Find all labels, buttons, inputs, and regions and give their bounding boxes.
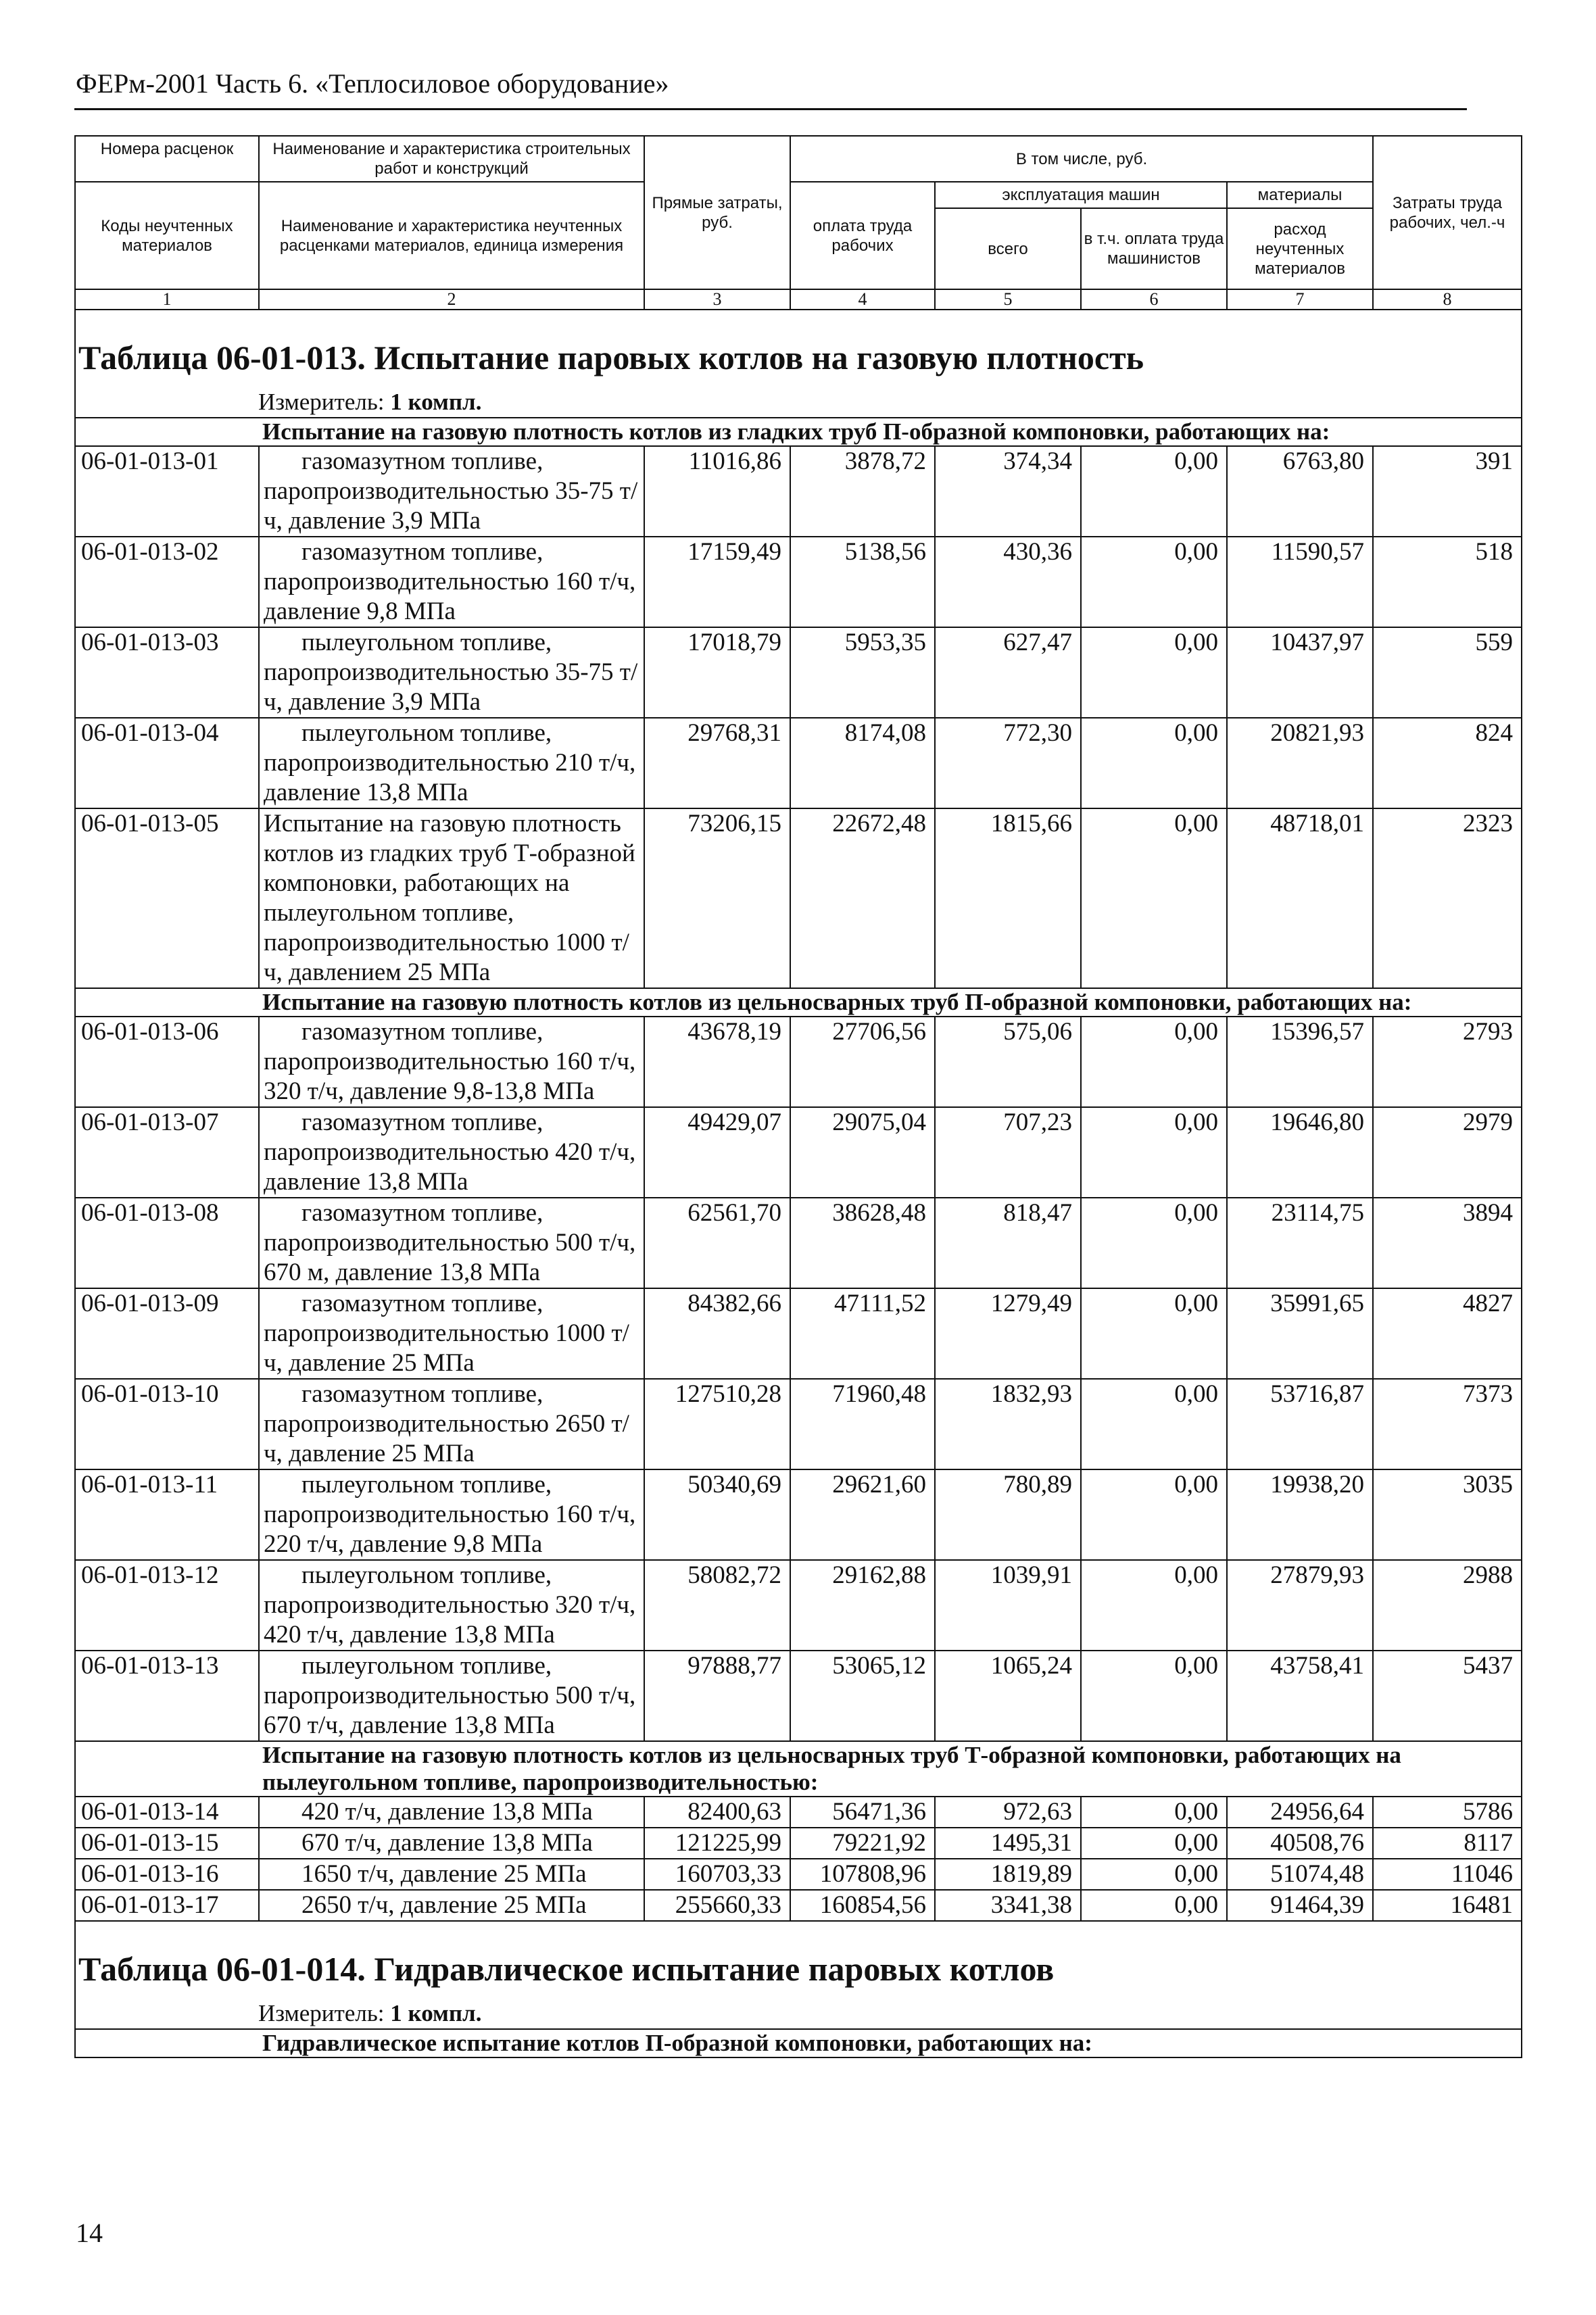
table-row <box>75 808 1522 988</box>
worker-pay-cell: 38628,48 <box>790 1198 935 1288</box>
worker-pay-cell: 5138,56 <box>790 537 935 627</box>
work-description <box>259 446 644 537</box>
machinist-pay-cell: 0,00 <box>1081 446 1227 537</box>
machines-total-cell: 818,47 <box>935 1198 1081 1288</box>
materials-cell: 91464,39 <box>1227 1890 1373 1921</box>
machinist-pay-cell: 0,00 <box>1081 1560 1227 1651</box>
unit-value: 1 компл. <box>390 2000 482 2026</box>
machines-total-cell: 1832,93 <box>935 1379 1081 1469</box>
machinist-pay-cell: 0,00 <box>1081 718 1227 808</box>
work-description <box>259 1828 644 1859</box>
work-description-text: пылеугольном топливе, паропроизводительностью 35-75 т/ч, давление 3,9 МПа <box>264 629 638 716</box>
machinist-pay-cell: 0,00 <box>1081 1107 1227 1198</box>
table-row <box>75 1107 1522 1198</box>
work-description-text: газомазутном топливе, паропроизводительностью 1000 т/ч, давление 25 МПа <box>264 1290 629 1377</box>
work-description-text: газомазутном топливе, паропроизводительностью 420 т/ч, давление 13,8 МПа <box>264 1108 636 1196</box>
machinist-pay-cell: 0,00 <box>1081 1797 1227 1828</box>
machines-total-cell: 772,30 <box>935 718 1081 808</box>
table-row <box>75 1469 1522 1560</box>
materials-cell: 51074,48 <box>1227 1859 1373 1890</box>
materials-cell: 19938,20 <box>1227 1469 1373 1560</box>
labor-hours-cell: 391 <box>1373 446 1522 537</box>
machinist-pay-cell: 0,00 <box>1081 1469 1227 1560</box>
table-row <box>75 1379 1522 1469</box>
running-head: ФЕРм-2001 Часть 6. «Теплосиловое оборудование» <box>76 68 669 99</box>
labor-hours-cell: 8117 <box>1373 1828 1522 1859</box>
rate-code: 06-01-013-03 <box>75 627 259 718</box>
rate-code: 06-01-013-15 <box>75 1828 259 1859</box>
worker-pay-cell: 107808,96 <box>790 1859 935 1890</box>
labor-hours-cell: 11046 <box>1373 1859 1522 1890</box>
table-row <box>75 1017 1522 1107</box>
worker-pay-cell: 5953,35 <box>790 627 935 718</box>
labor-hours-cell: 3894 <box>1373 1198 1522 1288</box>
rate-code: 06-01-013-01 <box>75 446 259 537</box>
direct-cost-cell: 160703,33 <box>644 1859 790 1890</box>
materials-cell: 43758,41 <box>1227 1651 1373 1741</box>
worker-pay-cell: 79221,92 <box>790 1828 935 1859</box>
section-title: Испытание на газовую плотность котлов из цельносварных труб П-образной компоновки, работающих на: <box>75 988 1522 1017</box>
header-direct-costs: Прямые затраты, руб. <box>644 136 790 289</box>
header-labor-hours: Затраты труда рабочих, чел.-ч <box>1373 136 1522 289</box>
materials-cell: 10437,97 <box>1227 627 1373 718</box>
rate-code: 06-01-013-11 <box>75 1469 259 1560</box>
unit-label-text: Измеритель: <box>258 389 391 415</box>
col-number: 8 <box>1373 289 1522 310</box>
direct-cost-cell: 82400,63 <box>644 1797 790 1828</box>
worker-pay-cell: 29621,60 <box>790 1469 935 1560</box>
machines-total-cell: 627,47 <box>935 627 1081 718</box>
rates-table <box>74 135 1522 2058</box>
machines-total-cell: 374,34 <box>935 446 1081 537</box>
unit-label-text: Измеритель: <box>258 2000 391 2026</box>
machines-total-cell: 1039,91 <box>935 1560 1081 1651</box>
rate-code: 06-01-013-13 <box>75 1651 259 1741</box>
table-row <box>75 446 1522 537</box>
table-row <box>75 1828 1522 1859</box>
work-description-text: 670 т/ч, давление 13,8 МПа <box>301 1829 593 1857</box>
work-description-text: 1650 т/ч, давление 25 МПа <box>301 1860 587 1888</box>
col-number: 5 <box>935 289 1081 310</box>
section-title: Испытание на газовую плотность котлов из гладких труб П-образной компоновки, работающих на: <box>75 418 1522 446</box>
materials-cell: 20821,93 <box>1227 718 1373 808</box>
table-title: Таблица 06-01-014. Гидравлическое испытание паровых котлов <box>75 1942 1522 1999</box>
col-number: 4 <box>790 289 935 310</box>
machines-total-cell: 1279,49 <box>935 1288 1081 1379</box>
spacer-row <box>75 1921 1522 1942</box>
table-row <box>75 1560 1522 1651</box>
work-description-text: 420 т/ч, давление 13,8 МПа <box>301 1798 593 1826</box>
col-number: 1 <box>75 289 259 310</box>
rate-code: 06-01-013-02 <box>75 537 259 627</box>
table-row <box>75 627 1522 718</box>
work-description-text: газомазутном топливе, паропроизводительностью 2650 т/ч, давление 25 МПа <box>264 1380 629 1467</box>
unit-row <box>75 1999 1522 2029</box>
materials-cell: 48718,01 <box>1227 808 1373 988</box>
unit-row <box>75 387 1522 418</box>
work-description <box>259 1017 644 1107</box>
direct-cost-cell: 29768,31 <box>644 718 790 808</box>
worker-pay-cell: 27706,56 <box>790 1017 935 1107</box>
direct-cost-cell: 73206,15 <box>644 808 790 988</box>
unit-label <box>75 387 1522 418</box>
header-machinist-pay: в т.ч. оплата труда машинистов <box>1081 208 1227 289</box>
machinist-pay-cell: 0,00 <box>1081 808 1227 988</box>
unit-value: 1 компл. <box>390 389 482 415</box>
work-description <box>259 1198 644 1288</box>
work-description <box>259 1379 644 1469</box>
machines-total-cell: 707,23 <box>935 1107 1081 1198</box>
machinist-pay-cell: 0,00 <box>1081 537 1227 627</box>
direct-cost-cell: 50340,69 <box>644 1469 790 1560</box>
labor-hours-cell: 7373 <box>1373 1379 1522 1469</box>
work-description <box>259 1107 644 1198</box>
section-row <box>75 988 1522 1017</box>
machines-total-cell: 1819,89 <box>935 1859 1081 1890</box>
work-description-text: пылеугольном топливе, паропроизводительностью 320 т/ч, 420 т/ч, давление 13,8 МПа <box>264 1561 636 1649</box>
work-description <box>259 627 644 718</box>
direct-cost-cell: 17018,79 <box>644 627 790 718</box>
col-number: 2 <box>259 289 644 310</box>
table-title-row <box>75 1942 1522 1999</box>
work-description <box>259 1469 644 1560</box>
materials-cell: 35991,65 <box>1227 1288 1373 1379</box>
work-description <box>259 1890 644 1921</box>
direct-cost-cell: 43678,19 <box>644 1017 790 1107</box>
spacer-cell <box>75 1921 1522 1942</box>
header-group-including: В том числе, руб. <box>790 136 1373 182</box>
labor-hours-cell: 5786 <box>1373 1797 1522 1828</box>
table-row <box>75 1198 1522 1288</box>
worker-pay-cell: 29162,88 <box>790 1560 935 1651</box>
table-row <box>75 718 1522 808</box>
labor-hours-cell: 559 <box>1373 627 1522 718</box>
section-row <box>75 1741 1522 1797</box>
labor-hours-cell: 518 <box>1373 537 1522 627</box>
machines-total-cell: 1495,31 <box>935 1828 1081 1859</box>
materials-cell: 53716,87 <box>1227 1379 1373 1469</box>
materials-cell: 23114,75 <box>1227 1198 1373 1288</box>
work-description-text: газомазутном топливе, паропроизводительностью 500 т/ч, 670 м, давление 13,8 МПа <box>264 1199 636 1286</box>
table-title: Таблица 06-01-013. Испытание паровых котлов на газовую плотность <box>75 310 1522 387</box>
work-description <box>259 1288 644 1379</box>
rate-code: 06-01-013-07 <box>75 1107 259 1198</box>
rate-code: 06-01-013-08 <box>75 1198 259 1288</box>
rate-code: 06-01-013-16 <box>75 1859 259 1890</box>
work-description <box>259 718 644 808</box>
rate-code: 06-01-013-17 <box>75 1890 259 1921</box>
labor-hours-cell: 2988 <box>1373 1560 1522 1651</box>
machinist-pay-cell: 0,00 <box>1081 1651 1227 1741</box>
header-group-materials: материалы <box>1227 182 1373 208</box>
machines-total-cell: 575,06 <box>935 1017 1081 1107</box>
machines-total-cell: 3341,38 <box>935 1890 1081 1921</box>
machinist-pay-cell: 0,00 <box>1081 1198 1227 1288</box>
table-row <box>75 1797 1522 1828</box>
machinist-pay-cell: 0,00 <box>1081 1379 1227 1469</box>
col-number: 7 <box>1227 289 1373 310</box>
rate-code: 06-01-013-06 <box>75 1017 259 1107</box>
machinist-pay-cell: 0,00 <box>1081 1828 1227 1859</box>
machinist-pay-cell: 0,00 <box>1081 1859 1227 1890</box>
header-worker-pay: оплата труда рабочих <box>790 182 935 289</box>
machines-total-cell: 1815,66 <box>935 808 1081 988</box>
work-description <box>259 1651 644 1741</box>
table-row <box>75 1288 1522 1379</box>
labor-hours-cell: 16481 <box>1373 1890 1522 1921</box>
header-machines-total: всего <box>935 208 1081 289</box>
table-row <box>75 1651 1522 1741</box>
header-row-2 <box>75 182 1522 208</box>
work-description <box>259 537 644 627</box>
section-title: Гидравлическое испытание котлов П-образной компоновки, работающих на: <box>75 2029 1522 2057</box>
machinist-pay-cell: 0,00 <box>1081 627 1227 718</box>
table-body <box>75 418 1522 1921</box>
col-number: 3 <box>644 289 790 310</box>
direct-cost-cell: 62561,70 <box>644 1198 790 1288</box>
work-description-text: пылеугольном топливе, паропроизводительностью 210 т/ч, давление 13,8 МПа <box>264 719 636 806</box>
materials-cell: 27879,93 <box>1227 1560 1373 1651</box>
materials-cell: 40508,76 <box>1227 1828 1373 1859</box>
materials-cell: 11590,57 <box>1227 537 1373 627</box>
materials-cell: 15396,57 <box>1227 1017 1373 1107</box>
work-description-text: газомазутном топливе, паропроизводительностью 160 т/ч, давление 9,8 МПа <box>264 538 636 625</box>
machinist-pay-cell: 0,00 <box>1081 1288 1227 1379</box>
work-description-text: пылеугольном топливе, паропроизводительностью 500 т/ч, 670 т/ч, давление 13,8 МПа <box>264 1652 636 1739</box>
machinist-pay-cell: 0,00 <box>1081 1017 1227 1107</box>
labor-hours-cell: 824 <box>1373 718 1522 808</box>
worker-pay-cell: 22672,48 <box>790 808 935 988</box>
header-codes-top: Номера расценок <box>75 136 259 182</box>
work-description-text: пылеугольном топливе, паропроизводительностью 160 т/ч, 220 т/ч, давление 9,8 МПа <box>264 1471 636 1558</box>
header-codes-bottom: Коды неучтенных материалов <box>75 182 259 289</box>
column-number-row <box>75 289 1522 310</box>
table-row <box>75 1859 1522 1890</box>
work-description <box>259 1797 644 1828</box>
header-name-top: Наименование и характеристика строительных работ и конструкций <box>259 136 644 182</box>
work-description <box>259 808 644 988</box>
worker-pay-cell: 47111,52 <box>790 1288 935 1379</box>
rate-code: 06-01-013-05 <box>75 808 259 988</box>
direct-cost-cell: 121225,99 <box>644 1828 790 1859</box>
worker-pay-cell: 8174,08 <box>790 718 935 808</box>
direct-cost-cell: 84382,66 <box>644 1288 790 1379</box>
labor-hours-cell: 2793 <box>1373 1017 1522 1107</box>
machines-total-cell: 972,63 <box>935 1797 1081 1828</box>
worker-pay-cell: 3878,72 <box>790 446 935 537</box>
direct-cost-cell: 127510,28 <box>644 1379 790 1469</box>
work-description <box>259 1560 644 1651</box>
machines-total-cell: 430,36 <box>935 537 1081 627</box>
header-unaccounted-materials: расход неучтенных материалов <box>1227 208 1373 289</box>
page-number: 14 <box>76 2218 103 2248</box>
direct-cost-cell: 255660,33 <box>644 1890 790 1921</box>
direct-cost-cell: 49429,07 <box>644 1107 790 1198</box>
rate-code: 06-01-013-04 <box>75 718 259 808</box>
header-rule <box>74 108 1467 110</box>
section-row <box>75 2029 1522 2057</box>
work-description-text: Испытание на газовую плотность котлов из гладких труб Т-образной компоновки, работающих на пылеугольном топливе, паропроизводительностью 1000 т/ч, давлением 25 МПа <box>264 810 635 986</box>
machinist-pay-cell: 0,00 <box>1081 1890 1227 1921</box>
worker-pay-cell: 56471,36 <box>790 1797 935 1828</box>
work-description-text: 2650 т/ч, давление 25 МПа <box>301 1891 587 1919</box>
unit-label <box>75 1999 1522 2029</box>
col-number: 6 <box>1081 289 1227 310</box>
labor-hours-cell: 2323 <box>1373 808 1522 988</box>
table-title-row <box>75 310 1522 387</box>
labor-hours-cell: 2979 <box>1373 1107 1522 1198</box>
direct-cost-cell: 97888,77 <box>644 1651 790 1741</box>
worker-pay-cell: 53065,12 <box>790 1651 935 1741</box>
section-title: Испытание на газовую плотность котлов из цельносварных труб Т-образной компоновки, работающих на пылеугольном топливе, паропроизводительностью: <box>75 1741 1522 1797</box>
table-row <box>75 1890 1522 1921</box>
worker-pay-cell: 71960,48 <box>790 1379 935 1469</box>
materials-cell: 24956,64 <box>1227 1797 1373 1828</box>
header-row-1 <box>75 136 1522 182</box>
direct-cost-cell: 58082,72 <box>644 1560 790 1651</box>
worker-pay-cell: 29075,04 <box>790 1107 935 1198</box>
rate-code: 06-01-013-12 <box>75 1560 259 1651</box>
direct-cost-cell: 17159,49 <box>644 537 790 627</box>
rate-code: 06-01-013-09 <box>75 1288 259 1379</box>
header-group-machines: эксплуатация машин <box>935 182 1227 208</box>
labor-hours-cell: 4827 <box>1373 1288 1522 1379</box>
labor-hours-cell: 5437 <box>1373 1651 1522 1741</box>
direct-cost-cell: 11016,86 <box>644 446 790 537</box>
worker-pay-cell: 160854,56 <box>790 1890 935 1921</box>
section-row <box>75 418 1522 446</box>
work-description-text: газомазутном топливе, паропроизводительностью 160 т/ч, 320 т/ч, давление 9,8-13,8 МПа <box>264 1018 636 1105</box>
rate-code: 06-01-013-14 <box>75 1797 259 1828</box>
labor-hours-cell: 3035 <box>1373 1469 1522 1560</box>
header-name-bottom: Наименование и характеристика неучтенных расценками материалов, единица измерения <box>259 182 644 289</box>
rate-code: 06-01-013-10 <box>75 1379 259 1469</box>
work-description-text: газомазутном топливе, паропроизводительностью 35-75 т/ч, давление 3,9 МПа <box>264 447 638 535</box>
machines-total-cell: 780,89 <box>935 1469 1081 1560</box>
table-row <box>75 537 1522 627</box>
materials-cell: 6763,80 <box>1227 446 1373 537</box>
work-description <box>259 1859 644 1890</box>
materials-cell: 19646,80 <box>1227 1107 1373 1198</box>
machines-total-cell: 1065,24 <box>935 1651 1081 1741</box>
